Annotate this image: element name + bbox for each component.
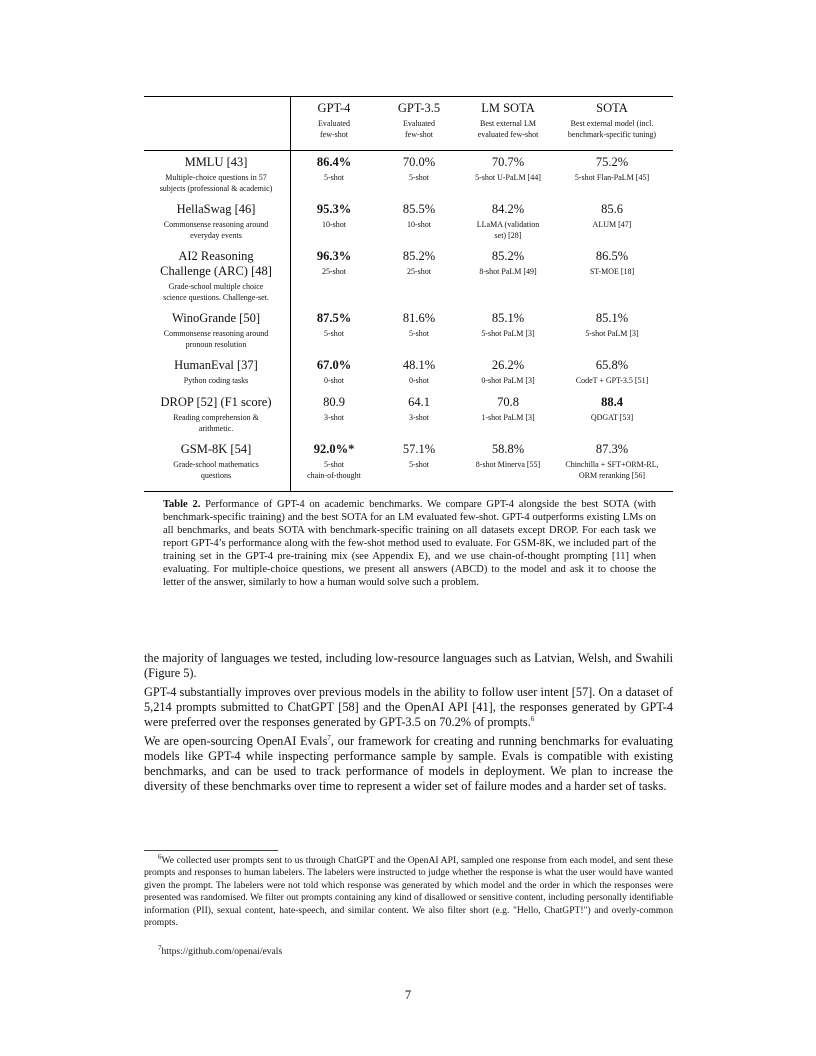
row-description: Commonsense reasoning around pronoun resolution xyxy=(163,329,269,349)
shot-method: QDGAT [53] xyxy=(590,413,634,422)
shot-method: 5-shot PaLM [3] xyxy=(481,329,535,338)
shot-method: 8-shot Minerva [55] xyxy=(475,460,541,469)
footnote-6: $^6$We collected user prompts sent to us through ChatGPT and the OpenAI API, sampled one response from each model, and sent these prompts and responses to human labelers. The labelers were instructed to judge whether the response is what the user would have wanted given the prompt. The labelers were not told which response was generated by which model and the order in which the responses were presented was randomised. We filter out prompts containing any kind of disallowed or sensitive content, including personally identifiable information (PII), sexual content, hate-speech, and similar content. We also filter short (e.g. "Hello, ChatGPT!") and overly-common prompts. xyxy=(144,852,673,929)
shot-method: ST-MOE [18] xyxy=(589,267,635,276)
row-name: WinoGrande [50] xyxy=(171,311,260,325)
col-sub-sota: Best external model (incl. benchmark-specific tuning) xyxy=(567,119,657,139)
score-value: 85.1% xyxy=(491,311,525,325)
row-description: Python coding tasks xyxy=(183,376,249,385)
shot-method: 8-shot PaLM [49] xyxy=(479,267,537,276)
shot-method: 5-shot xyxy=(409,173,429,182)
shot-method: 0-shot xyxy=(409,376,429,385)
shot-method: 3-shot xyxy=(409,413,429,422)
col-sub-gpt35: Evaluated few-shot xyxy=(403,119,435,139)
footnote-rule xyxy=(144,850,278,851)
page-number: 7 xyxy=(404,988,412,1002)
score-value: 67.0% xyxy=(316,358,352,372)
table-column-divider xyxy=(290,97,291,491)
score-value: 48.1% xyxy=(402,358,436,372)
score-value: 85.1% xyxy=(595,311,629,325)
col-sub-gpt4: Evaluated few-shot xyxy=(318,119,350,139)
score-value: 87.5% xyxy=(316,311,352,325)
paragraph-1: the majority of languages we tested, including low-resource languages such as Latvian, Welsh, and Swahili (Figure 5). xyxy=(144,651,673,680)
col-header-gpt4: GPT-4 xyxy=(317,101,351,115)
shot-method: 10-shot xyxy=(407,220,431,229)
row-description: Grade-school multiple choice science questions. Challenge-set. xyxy=(163,282,269,302)
shot-method: 5-shot xyxy=(409,329,429,338)
shot-method: 25-shot xyxy=(322,267,346,276)
score-value: 58.8% xyxy=(491,442,525,456)
col-header-gpt35: GPT-3.5 xyxy=(397,101,441,115)
paragraph-2: GPT-4 substantially improves over previous models in the ability to follow user intent [57]. On a dataset of 5,214 prompts submitted to ChatGPT [58] and the OpenAI API [41], the responses generated by GPT-4 were preferred over the responses generated by GPT-3.5 on 70.2% of prompts.$^6$ xyxy=(144,685,673,729)
shot-method: 5-shot xyxy=(324,173,344,182)
row-description: Multiple-choice questions in 57 subjects (professional & academic) xyxy=(159,173,273,193)
score-value: 92.0%* xyxy=(313,442,355,456)
row-name: DROP [52] (F1 score) xyxy=(160,395,272,409)
score-value: 70.8 xyxy=(497,395,519,409)
score-value: 70.7% xyxy=(491,155,525,169)
col-header-sota: SOTA xyxy=(596,101,628,115)
row-name: MMLU [43] xyxy=(184,155,248,169)
score-value: 70.0% xyxy=(402,155,436,169)
footnote-ref-6[interactable]: 6 xyxy=(530,714,535,723)
shot-method: 1-shot PaLM [3] xyxy=(481,413,535,422)
shot-method: LLaMA (validation set) [28] xyxy=(476,220,540,240)
shot-method: ALUM [47] xyxy=(592,220,632,229)
row-description: Grade-school mathematics questions xyxy=(173,460,259,480)
score-value: 87.3% xyxy=(595,442,629,456)
row-description: Commonsense reasoning around everyday events xyxy=(163,220,269,240)
footnote-ref-7[interactable]: 7 xyxy=(327,733,331,742)
shot-method: 10-shot xyxy=(322,220,346,229)
table-header-rule xyxy=(144,150,673,151)
shot-method: CodeT + GPT-3.5 [51] xyxy=(575,376,649,385)
table-caption xyxy=(163,498,656,589)
row-name: AI2 Reasoning Challenge (ARC) [48] xyxy=(160,249,272,278)
shot-method: 25-shot xyxy=(407,267,431,276)
score-value: 85.2% xyxy=(491,249,525,263)
row-name: HumanEval [37] xyxy=(174,358,258,372)
shot-method: 5-shot PaLM [3] xyxy=(585,329,639,338)
col-sub-lm-sota: Best external LM evaluated few-shot xyxy=(477,119,539,139)
footnote-7: $^7$https://github.com/openai/evals xyxy=(158,943,283,957)
table-bottom-rule xyxy=(144,491,673,492)
score-value: 95.3% xyxy=(316,202,352,216)
score-value: 80.9 xyxy=(323,395,345,409)
row-description: Reading comprehension & arithmetic. xyxy=(173,413,259,433)
evals-link[interactable]: https://github.com/openai/evals xyxy=(161,946,283,957)
shot-method: 5-shot xyxy=(324,329,344,338)
score-value: 86.4% xyxy=(316,155,352,169)
table-top-rule xyxy=(144,96,673,97)
row-name: GSM-8K [54] xyxy=(180,442,252,456)
shot-method: Chinchilla + SFT+ORM-RL, ORM reranking [56] xyxy=(565,460,659,480)
col-header-lm-sota: LM SOTA xyxy=(481,101,535,115)
shot-method: 3-shot xyxy=(324,413,344,422)
score-value: 88.4 xyxy=(601,395,623,409)
shot-method: 0-shot xyxy=(324,376,344,385)
score-value: 64.1 xyxy=(408,395,430,409)
score-value: 81.6% xyxy=(402,311,436,325)
score-value: 85.6 xyxy=(601,202,623,216)
shot-method: 5-shot chain-of-thought xyxy=(307,460,361,480)
score-value: 85.5% xyxy=(402,202,436,216)
score-value: 57.1% xyxy=(402,442,436,456)
score-value: 86.5% xyxy=(595,249,629,263)
score-value: 85.2% xyxy=(402,249,436,263)
caption-label: Table 2. xyxy=(163,499,201,510)
shot-method: 5-shot xyxy=(409,460,429,469)
score-value: 84.2% xyxy=(491,202,525,216)
caption-text: Performance of GPT-4 on academic benchmarks. We compare GPT-4 alongside the best SOTA (with benchmark-specific training) and the best SOTA for an LM evaluated few-shot. GPT-4 outperforms existing LMs on all benchmarks, and beats SOTA with benchmark-specific training on all datasets except DROP. For each task we report GPT-4’s performance along with the few-shot method used to evaluate. For GSM-8K, we included part of the training set in the GPT-4 pre-training mix (see Appendix E), and we use chain-of-thought prompting [11] when evaluating. For multiple-choice questions, we present all answers (ABCD) to the model and ask it to choose the letter of the answer, similarly to how a human would solve such a problem. xyxy=(163,499,656,588)
paragraph-3: We are open-sourcing OpenAI Evals$^7$, our framework for creating and running benchmarks for evaluating models like GPT-4 while inspecting performance sample by sample. Evals is compatible with existing benchmarks, and can be used to track performance of models in deployment. We plan to increase the diversity of these benchmarks over time to represent a wider set of failure modes and a harder set of tasks. xyxy=(144,733,673,793)
shot-method: 5-shot Flan-PaLM [45] xyxy=(574,173,650,182)
score-value: 26.2% xyxy=(491,358,525,372)
score-value: 75.2% xyxy=(595,155,629,169)
score-value: 65.8% xyxy=(595,358,629,372)
shot-method: 5-shot U-PaLM [44] xyxy=(475,173,541,182)
shot-method: 0-shot PaLM [3] xyxy=(481,376,535,385)
score-value: 96.3% xyxy=(316,249,352,263)
row-name: HellaSwag [46] xyxy=(176,202,256,216)
